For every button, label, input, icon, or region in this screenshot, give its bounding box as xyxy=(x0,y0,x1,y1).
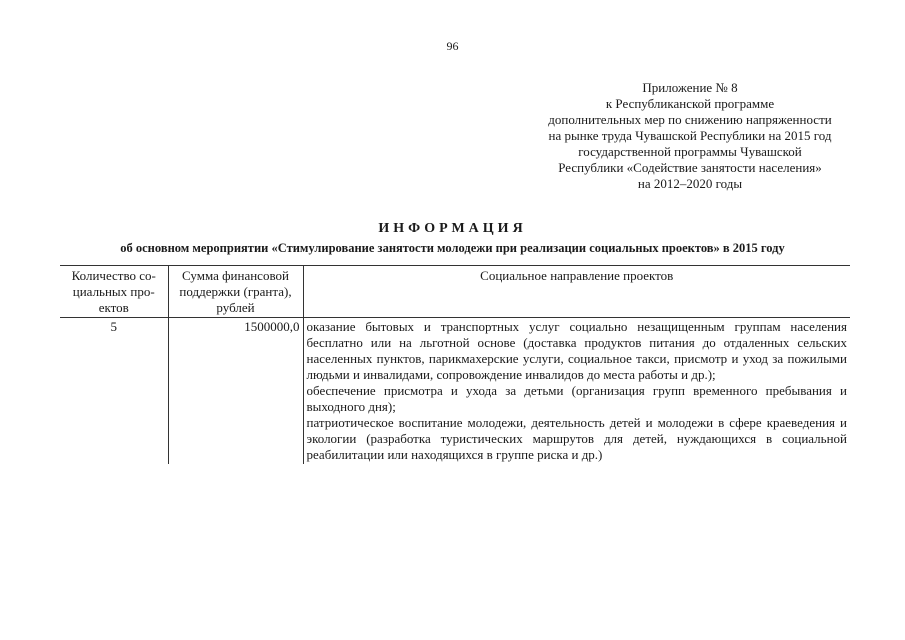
direction-item: патриотическое воспитание молодежи, деятельность детей и молодежи в сфере краеведения и экологии (разработка туристических маршрутов для детей, нуждающихся в социальной реабилитации или находящихся в группе риска и др.) xyxy=(306,415,847,462)
appendix-line: Республики «Содействие занятости населения» xyxy=(558,160,822,175)
appendix-line: на 2012–2020 годы xyxy=(637,176,743,191)
document-subtitle: об основном мероприятии «Стимулирование занятости молодежи при реализации социальных проектов» в 2015 году xyxy=(120,241,785,255)
header-line: Количество со- xyxy=(71,268,156,283)
header-line: циальных про- xyxy=(72,284,155,299)
appendix-line: к Республиканской программе xyxy=(605,96,775,111)
cell-grant-amount: 1500000,0 xyxy=(168,318,303,465)
appendix-line: Приложение № 8 xyxy=(642,80,738,95)
appendix-block xyxy=(520,80,860,192)
page-number: 96 xyxy=(446,39,459,53)
appendix-line: дополнительных мер по снижению напряженности xyxy=(548,112,832,127)
appendix-line: государственной программы Чувашской xyxy=(578,144,802,159)
cell-social-directions xyxy=(303,318,850,465)
appendix-line: на рынке труда Чувашской Республики на 2015 год xyxy=(548,128,832,143)
header-line: Сумма финансовой xyxy=(182,268,289,283)
info-table xyxy=(60,265,850,464)
header-line: рублей xyxy=(216,300,255,315)
table-row xyxy=(60,318,850,465)
direction-item: оказание бытовых и транспортных услуг социально незащищенным группам населения бесплатно или на льготной основе (доставка продуктов питания до отдаленных сельских населенных пунктов, парикмахерские услуги, социальное такси, присмотр и уход за пожилыми людьми и инвалидами, сопровождение инвалидов до места работы и др.); xyxy=(306,319,847,382)
header-social-direction: Социальное направление проектов xyxy=(303,266,850,318)
cell-project-count: 5 xyxy=(110,319,117,334)
table-header-row xyxy=(60,266,850,318)
direction-item: обеспечение присмотра и ухода за детьми (организация групп временного пребывания и выходного дня); xyxy=(306,383,847,414)
header-line: поддержки (гранта), xyxy=(179,284,292,299)
header-project-count xyxy=(60,266,168,318)
document-title: ИНФОРМАЦИЯ xyxy=(378,221,527,236)
header-line: ектов xyxy=(98,300,129,315)
header-grant-amount xyxy=(168,266,303,318)
